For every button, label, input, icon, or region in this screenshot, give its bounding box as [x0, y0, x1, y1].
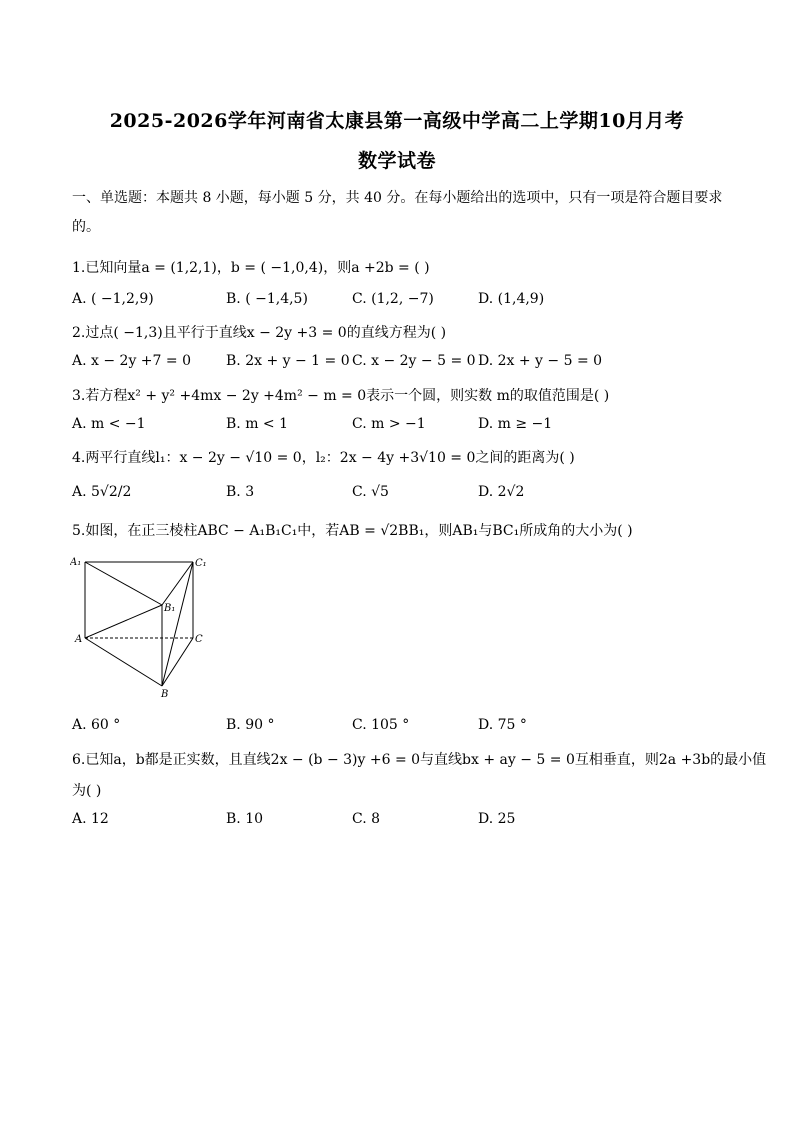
edge-a1b1 [85, 562, 162, 605]
edge-bc [162, 638, 193, 686]
question-2-option-a: A. x − 2y +7 = 0 [72, 353, 191, 369]
question-4-option-d: D. 2√2 [478, 484, 525, 500]
segment-ab1 [85, 605, 162, 638]
edge-ab [85, 638, 162, 686]
question-5-option-b: B. 90 ° [226, 717, 275, 733]
question-2-stem: 2.过点( −1,3)且平行于直线x − 2y +3 = 0的直线方程为( ) [72, 325, 447, 341]
section-instructions: 一、单选题：本题共 8 小题，每小题 5 分，共 40 分。在每小题给出的选项中，只有一项是符合题目要求 [72, 190, 723, 206]
label-b1: B₁ [164, 603, 176, 614]
segment-bc1 [162, 562, 193, 686]
exam-title: 2025-2026学年河南省太康县第一高级中学高二上学期10月月考 [109, 110, 685, 132]
edge-b1c1 [162, 562, 193, 605]
question-3-option-a: A. m < −1 [72, 416, 146, 432]
question-4-option-b: B. 3 [226, 484, 255, 500]
question-5-stem: 5.如图，在正三棱柱ABC − A₁B₁C₁中，若AB = √2BB₁，则AB₁与BC₁所成角的大小为( ) [72, 523, 633, 539]
question-3-option-c: C. m > −1 [352, 416, 426, 432]
question-1-stem: 1.已知向量a = (1,2,1)，b = ( −1,0,4)，则a +2b = ( ) [72, 260, 430, 276]
question-6-option-c: C. 8 [352, 811, 381, 827]
question-1-option-d: D. (1,4,9) [478, 291, 545, 307]
question-4-stem: 4.两平行直线l₁：x − 2y − √10 = 0，l₂：2x − 4y +3√10 = 0之间的距离为( ) [72, 450, 575, 466]
question-1-option-a: A. ( −1,2,9) [72, 291, 154, 307]
triangular-prism-figure [70, 554, 220, 699]
label-b: B [161, 689, 169, 699]
label-a: A [75, 634, 83, 645]
label-c: C [195, 634, 203, 645]
question-2-option-c: C. x − 2y − 5 = 0 [352, 353, 476, 369]
question-6-option-d: D. 25 [478, 811, 516, 827]
label-a1: A₁ [70, 557, 82, 568]
question-2-option-d: D. 2x + y − 5 = 0 [478, 353, 603, 369]
question-3-option-d: D. m ≥ −1 [478, 416, 553, 432]
question-2-option-b: B. 2x + y − 1 = 0 [226, 353, 350, 369]
question-1-option-c: C. (1,2, −7) [352, 291, 434, 307]
label-c1: C₁ [195, 558, 207, 569]
exam-subject-title: 数学试卷 [357, 150, 436, 172]
question-5-option-d: D. 75 ° [478, 717, 527, 733]
question-6-stem: 6.已知a，b都是正实数，且直线2x − (b − 3)y +6 = 0与直线bx + ay − 5 = 0互相垂直，则2a +3b的最小值 [72, 752, 767, 768]
question-6-option-b: B. 10 [226, 811, 264, 827]
question-5-option-c: C. 105 ° [352, 717, 410, 733]
question-4-option-c: C. √5 [352, 484, 389, 500]
question-6-option-a: A. 12 [72, 811, 109, 827]
question-3-stem: 3.若方程x² + y² +4mx − 2y +4m² − m = 0表示一个圆，则实数 m的取值范围是( ) [72, 388, 610, 404]
section-instructions-cont: 的。 [72, 219, 100, 235]
question-4-option-a: A. 5√2/2 [72, 484, 132, 500]
question-5-option-a: A. 60 ° [72, 717, 121, 733]
question-1-option-b: B. ( −1,4,5) [226, 291, 308, 307]
question-6-stem-cont: 为( ) [72, 783, 102, 799]
question-3-option-b: B. m < 1 [226, 416, 289, 432]
